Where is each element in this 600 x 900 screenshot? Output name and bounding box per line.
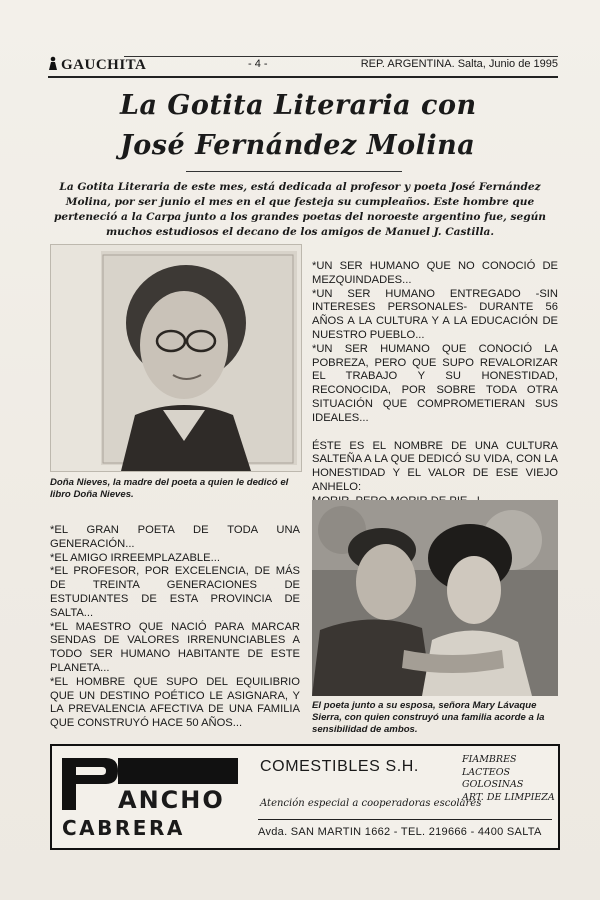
photo-poet-and-wife [312,500,558,696]
ad-product: LACTEOS [462,766,511,778]
paragraph: *UN SER HUMANO QUE CONOCIÓ LA POBREZA, PERO QUE SUPO REVALORIZAR EL TRABAJO Y SU HONESTIDAD, RECONOCIDA, POR SOBRE TODA OTRA SITUACIÓN QUE COMPROMETIERAN SUS IDEALES... [312,342,558,424]
pancho-cabrera-ad [50,744,560,850]
title-line-2: José Fernández Molina [120,130,476,161]
ad-logo-cabrera: CABRERA [62,816,185,840]
article-intro: La Gotita Literaria de este mes, está dedicada al profesor y poeta José Fernández Molina, por ser junio el mes en el que festeja su cumpleaños. Este hombre que perteneció a la Carpa junto a los grandes poetas del noroeste argentino fue, según muchos estudiosos el decano de los amigos de Manuel J. Castilla. [53,181,547,238]
paragraph: *EL AMIGO IRREEMPLAZABLE... [50,551,220,564]
right-column-text [312,260,558,509]
photo-caption-2: El poeta junto a su esposa, señora Mary Lávaque Sierra, con quien construyó una familia acorde a la sensibilidad de ambos. [312,700,545,735]
paragraph: *EL GRAN POETA DE TODA UNA GENERACIÓN... [50,524,300,550]
article-title [120,86,480,166]
ad-logo-bar [118,758,238,784]
title-line-1: La Gotita Literaria con [120,90,477,121]
gaucho-figure-icon [48,56,58,70]
page-header [48,54,558,80]
portrait-illustration [51,245,301,471]
photo-dona-nieves [50,244,302,472]
edition-dateline: REP. ARGENTINA. Salta, Junio de 1995 [360,58,558,70]
newspaper-logo [48,56,146,74]
ad-product: FIAMBRES [462,754,517,765]
ad-logo-p [60,756,120,812]
ad-address: Avda. SAN MARTIN 1662 - TEL. 219666 - 4400 SALTA [258,826,542,838]
paragraph: ÉSTE ES EL NOMBRE DE UNA CULTURA SALTEÑA A LA QUE DEDICÓ SU VIDA, CON LA HONESTIDAD Y EL VALOR DE ESE VIEJO ANHELO: [312,439,558,493]
title-underline [186,171,402,172]
paragraph: *UN SER HUMANO ENTREGADO -SIN INTERESES PERSONALES- DURANTE 56 AÑOS A LA CULTURA Y A LA EDUCACIÓN DE NUESTRO PUEBLO... [312,287,558,341]
ad-logo-ancho: ANCHO [118,786,225,814]
ad-product: GOLOSINAS [462,779,524,790]
ad-tagline: Atención especial a cooperadoras escolares [260,798,482,809]
couple-illustration [312,500,558,696]
paragraph: *UN SER HUMANO QUE NO CONOCIÓ DE MEZQUINDADES... [312,260,558,286]
header-top-rule [124,56,558,57]
paragraph: *EL MAESTRO QUE NACIÓ PARA MARCAR SENDAS DE VALORES IRRENUNCIABLES A TODO SER HUMANO HABITANTE DE ESTE PLANETA... [50,620,300,674]
paragraph: *EL HOMBRE QUE SUPO DEL EQUILIBRIO QUE UN DESTINO POÉTICO LE ASIGNARA, Y LA PREVALENCIA AFECTIVA DE UNA FAMILIA QUE CONSTRUYÓ HACE 50 AÑOS... [50,675,300,730]
logo-text: GAUCHITA [61,57,147,73]
ad-product: ART. DE LIMPIEZA [462,791,555,803]
ad-rule [258,819,552,820]
ad-business-name: COMESTIBLES S.H. [260,758,419,775]
page-number: - 4 - [248,58,268,70]
header-rule [48,76,558,78]
ad-product-list [462,754,555,804]
photo-caption-1: Doña Nieves, la madre del poeta a quien le dedicó el libro Doña Nieves. [50,477,289,500]
left-column-text [50,524,300,731]
paragraph: *EL PROFESOR, POR EXCELENCIA, DE MÁS DE TREINTA GENERACIONES DE ESTUDIANTES DE ESTA PROVINCIA DE SALTA... [50,565,300,619]
